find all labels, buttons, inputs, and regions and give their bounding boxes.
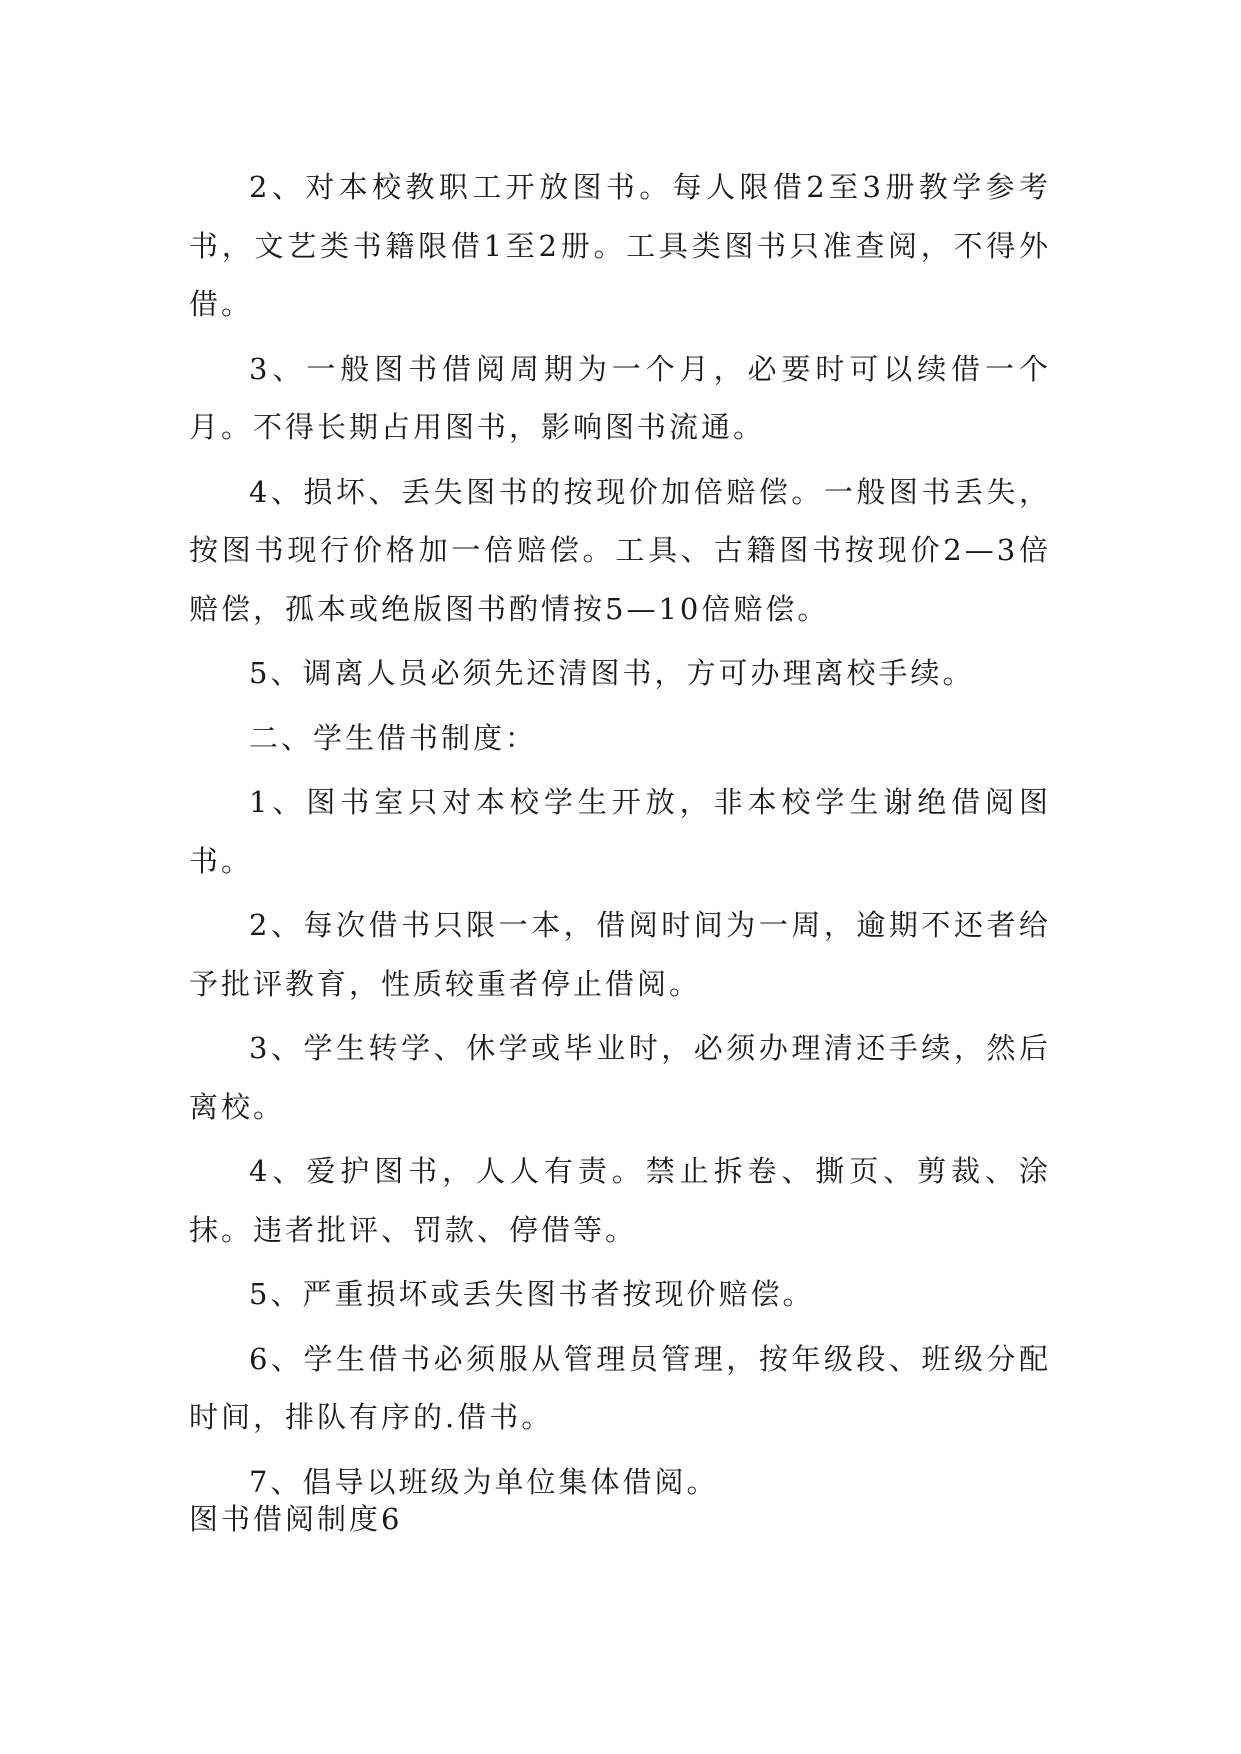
paragraph-staff-item-2: 2、对本校教职工开放图书。每人限借2至3册教学参考书，文艺类书籍限借1至2册。工具类图书只准查阅，不得外借。 [189,170,1051,321]
paragraph-student-item-1: 1、图书室只对本校学生开放，非本校学生谢绝借阅图书。 [189,785,1051,878]
paragraph-staff-item-4: 4、损坏、丢失图书的按现价加倍赔偿。一般图书丢失，按图书现行价格加一倍赔偿。工具、古籍图书按现价2—3倍赔偿，孤本或绝版图书酌情按5—10倍赔偿。 [189,474,1051,626]
paragraph-student-item-2: 2、每次借书只限一本，借阅时间为一周，逾期不还者给予批评教育，性质较重者停止借阅。 [189,908,1051,1001]
paragraph-student-item-4: 4、爱护图书，人人有责。禁止拆卷、撕页、剪裁、涂抹。违者批评、罚款、停借等。 [189,1154,1051,1247]
section-heading-student-rules: 二、学生借书制度： [249,720,538,755]
paragraph-student-item-7: 7、倡导以班级为单位集体借阅。 [249,1464,719,1499]
paragraph-staff-item-5: 5、调离人员必须先还清图书，方可办理离校手续。 [249,656,975,690]
paragraph-student-item-5: 5、严重损坏或丢失图书者按现价赔偿。 [249,1277,815,1311]
section-title: 图书借阅制度6 [189,1502,403,1536]
paragraph-staff-item-3: 3、一般图书借阅周期为一个月，必要时可以续借一个月。不得长期占用图书，影响图书流通。 [189,351,1051,444]
paragraph-student-item-6: 6、学生借书必须服从管理员管理，按年级段、班级分配时间，排队有序的.借书。 [189,1341,1051,1434]
document-body [189,158,1051,1517]
paragraph-student-item-3: 3、学生转学、休学或毕业时，必须办理清还手续，然后离校。 [189,1031,1051,1124]
